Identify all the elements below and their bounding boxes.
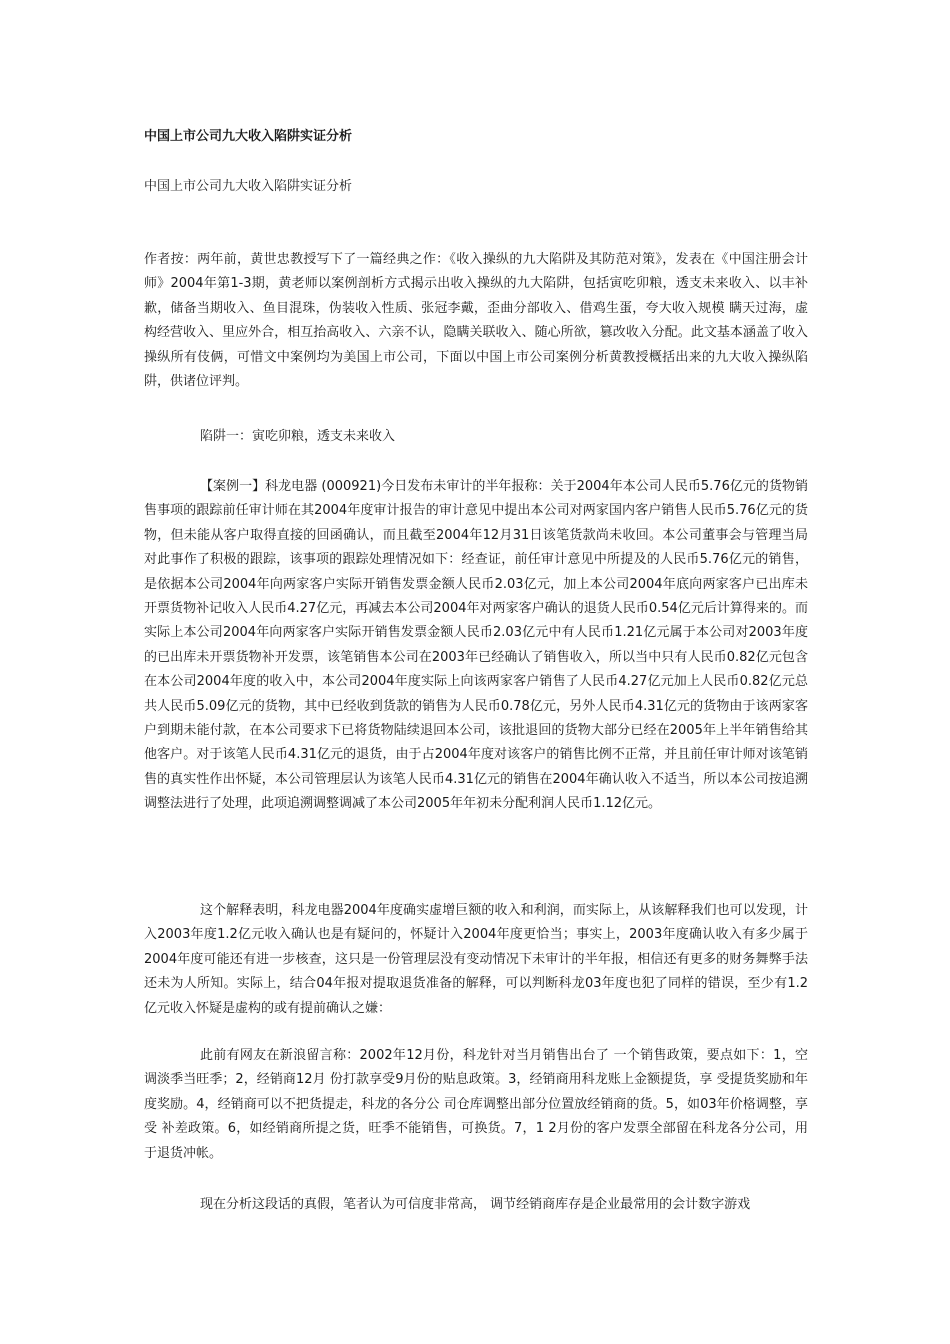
author-note-paragraph: 作者按：两年前，黄世忠教授写下了一篇经典之作：《收入操纵的九大陷阱及其防范对策》，发表在《中国注册会计师》2004年第1-3期，黄老师以案例剖析方式揭示出收入操纵的九大陷阱，包括寅吃卯粮，透支未来收入、以丰补歉，储备当期收入、鱼目混珠，伪装收入性质、张冠李戴，歪曲分部收入、借鸡生蛋，夸大收入规模 瞒天过海，虚构经营收入、里应外合，相互抬高收入、六亲不认，隐瞒关联收入、随心所欲，篡改收入分配。此文基本涵盖了收入操纵所有伎俩，可惜文中案例均为美国上市公司，下面以中国上市公司案例分析黄教授概括出来的九大收入操纵陷阱，供诸位评判。 bbox=[144, 252, 808, 390]
netizen-comment-paragraph: 此前有网友在新浪留言称：2002年12月份，科龙针对当月销售出台了 一个销售政策，要点如下：1，空调淡季当旺季；2，经销商12月 份打款享受9月份的贴息政策。3，经销商用科龙账上金额提货，享 受提货奖励和年度奖励。4，经销商可以不把货提走，科龙的各分公 司仓库调整出部分位置放经销商的货。5，如03年价格调整，享受 补差政策。6，如经销商所提之货，旺季不能销售，可换货。7，1 2月份的客户发票全部留在科龙各分公司，用于退货冲帐。 bbox=[144, 1048, 808, 1161]
trap-one-heading: 陷阱一：寅吃卯粮，透支未来收入 bbox=[200, 429, 396, 444]
document-subtitle: 中国上市公司九大收入陷阱实证分析 bbox=[144, 179, 353, 194]
analysis-paragraph: 这个解释表明，科龙电器2004年度确实虚增巨额的收入和利润，而实际上，从该解释我们也可以发现，计入2003年度1.2亿元收入确认也是有疑问的，怀疑计入2004年度更恰当；事实上，2003年度确认收入有多少属于2004年度可能还有进一步核查，这只是一份管理层没有变动情况下未审计的半年报，相信还有更多的财务舞弊手法还未为人所知。实际上，结合04年报对提取退货准备的解释，可以判断科龙03年度也犯了同样的错误，至少有1.2亿元收入怀疑是虚构的或有提前确认之嫌： bbox=[144, 903, 808, 1016]
conclusion-paragraph: 现在分析这段话的真假，笔者认为可信度非常高， 调节经销商库存是企业最常用的会计数字游戏 bbox=[200, 1197, 751, 1212]
case-one-paragraph: 【案例一】科龙电器 (000921)今日发布未审计的半年报称：关于2004年本公司人民币5.76亿元的货物销售事项的跟踪前任审计师在其2004年度审计报告的审计意见中提出本公司对两家国内客户销售人民币5.76亿元的货物，但未能从客户取得直接的回函确认，而且截至2004年12月31日该笔货款尚未收回。本公司董事会与管理当局对此事作了积极的跟踪，该事项的跟踪处理情况如下：经查证，前任审计意见中所提及的人民币5.76亿元的销售，是依据本公司2004年向两家客户实际开销售发票金额人民币2.03亿元，加上本公司2004年底向两家客户已出库未开票货物补记收入人民币4.27亿元，再减去本公司2004年对两家客户确认的退货人民币0.54亿元后计算得来的。而实际上本公司2004年向两家客户实际开销售发票金额人民币2.03亿元中有人民币1.21亿元属于本公司对2003年度的已出库未开票货物补开发票，该笔销售本公司在2003年已经确认了销售收入，所以当中只有人民币0.82亿元包含在本公司2004年度的收入中，本公司2004年度实际上向该两家客户销售了人民币4.27亿元加上人民币0.82亿元总共人民币5.09亿元的货物，其中已经收到货款的销售为人民币0.78亿元，另外人民币4.31亿元的货物由于该两家客户到期未能付款，在本公司要求下已将货物陆续退回本公司，该批退回的货物大部分已经在2005年上半年销售给其他客户。对于该笔人民币4.31亿元的退货，由于占2004年度对该客户的销售比例不正常，并且前任审计师对该笔销售的真实性作出怀疑，本公司管理层认为该笔人民币4.31亿元的销售在2004年确认收入不适当，所以本公司按追溯调整法进行了处理，此项追溯调整调减了本公司2005年年初未分配利润人民币1.12亿元。 bbox=[144, 479, 808, 812]
document-title: 中国上市公司九大收入陷阱实证分析 bbox=[144, 129, 353, 144]
